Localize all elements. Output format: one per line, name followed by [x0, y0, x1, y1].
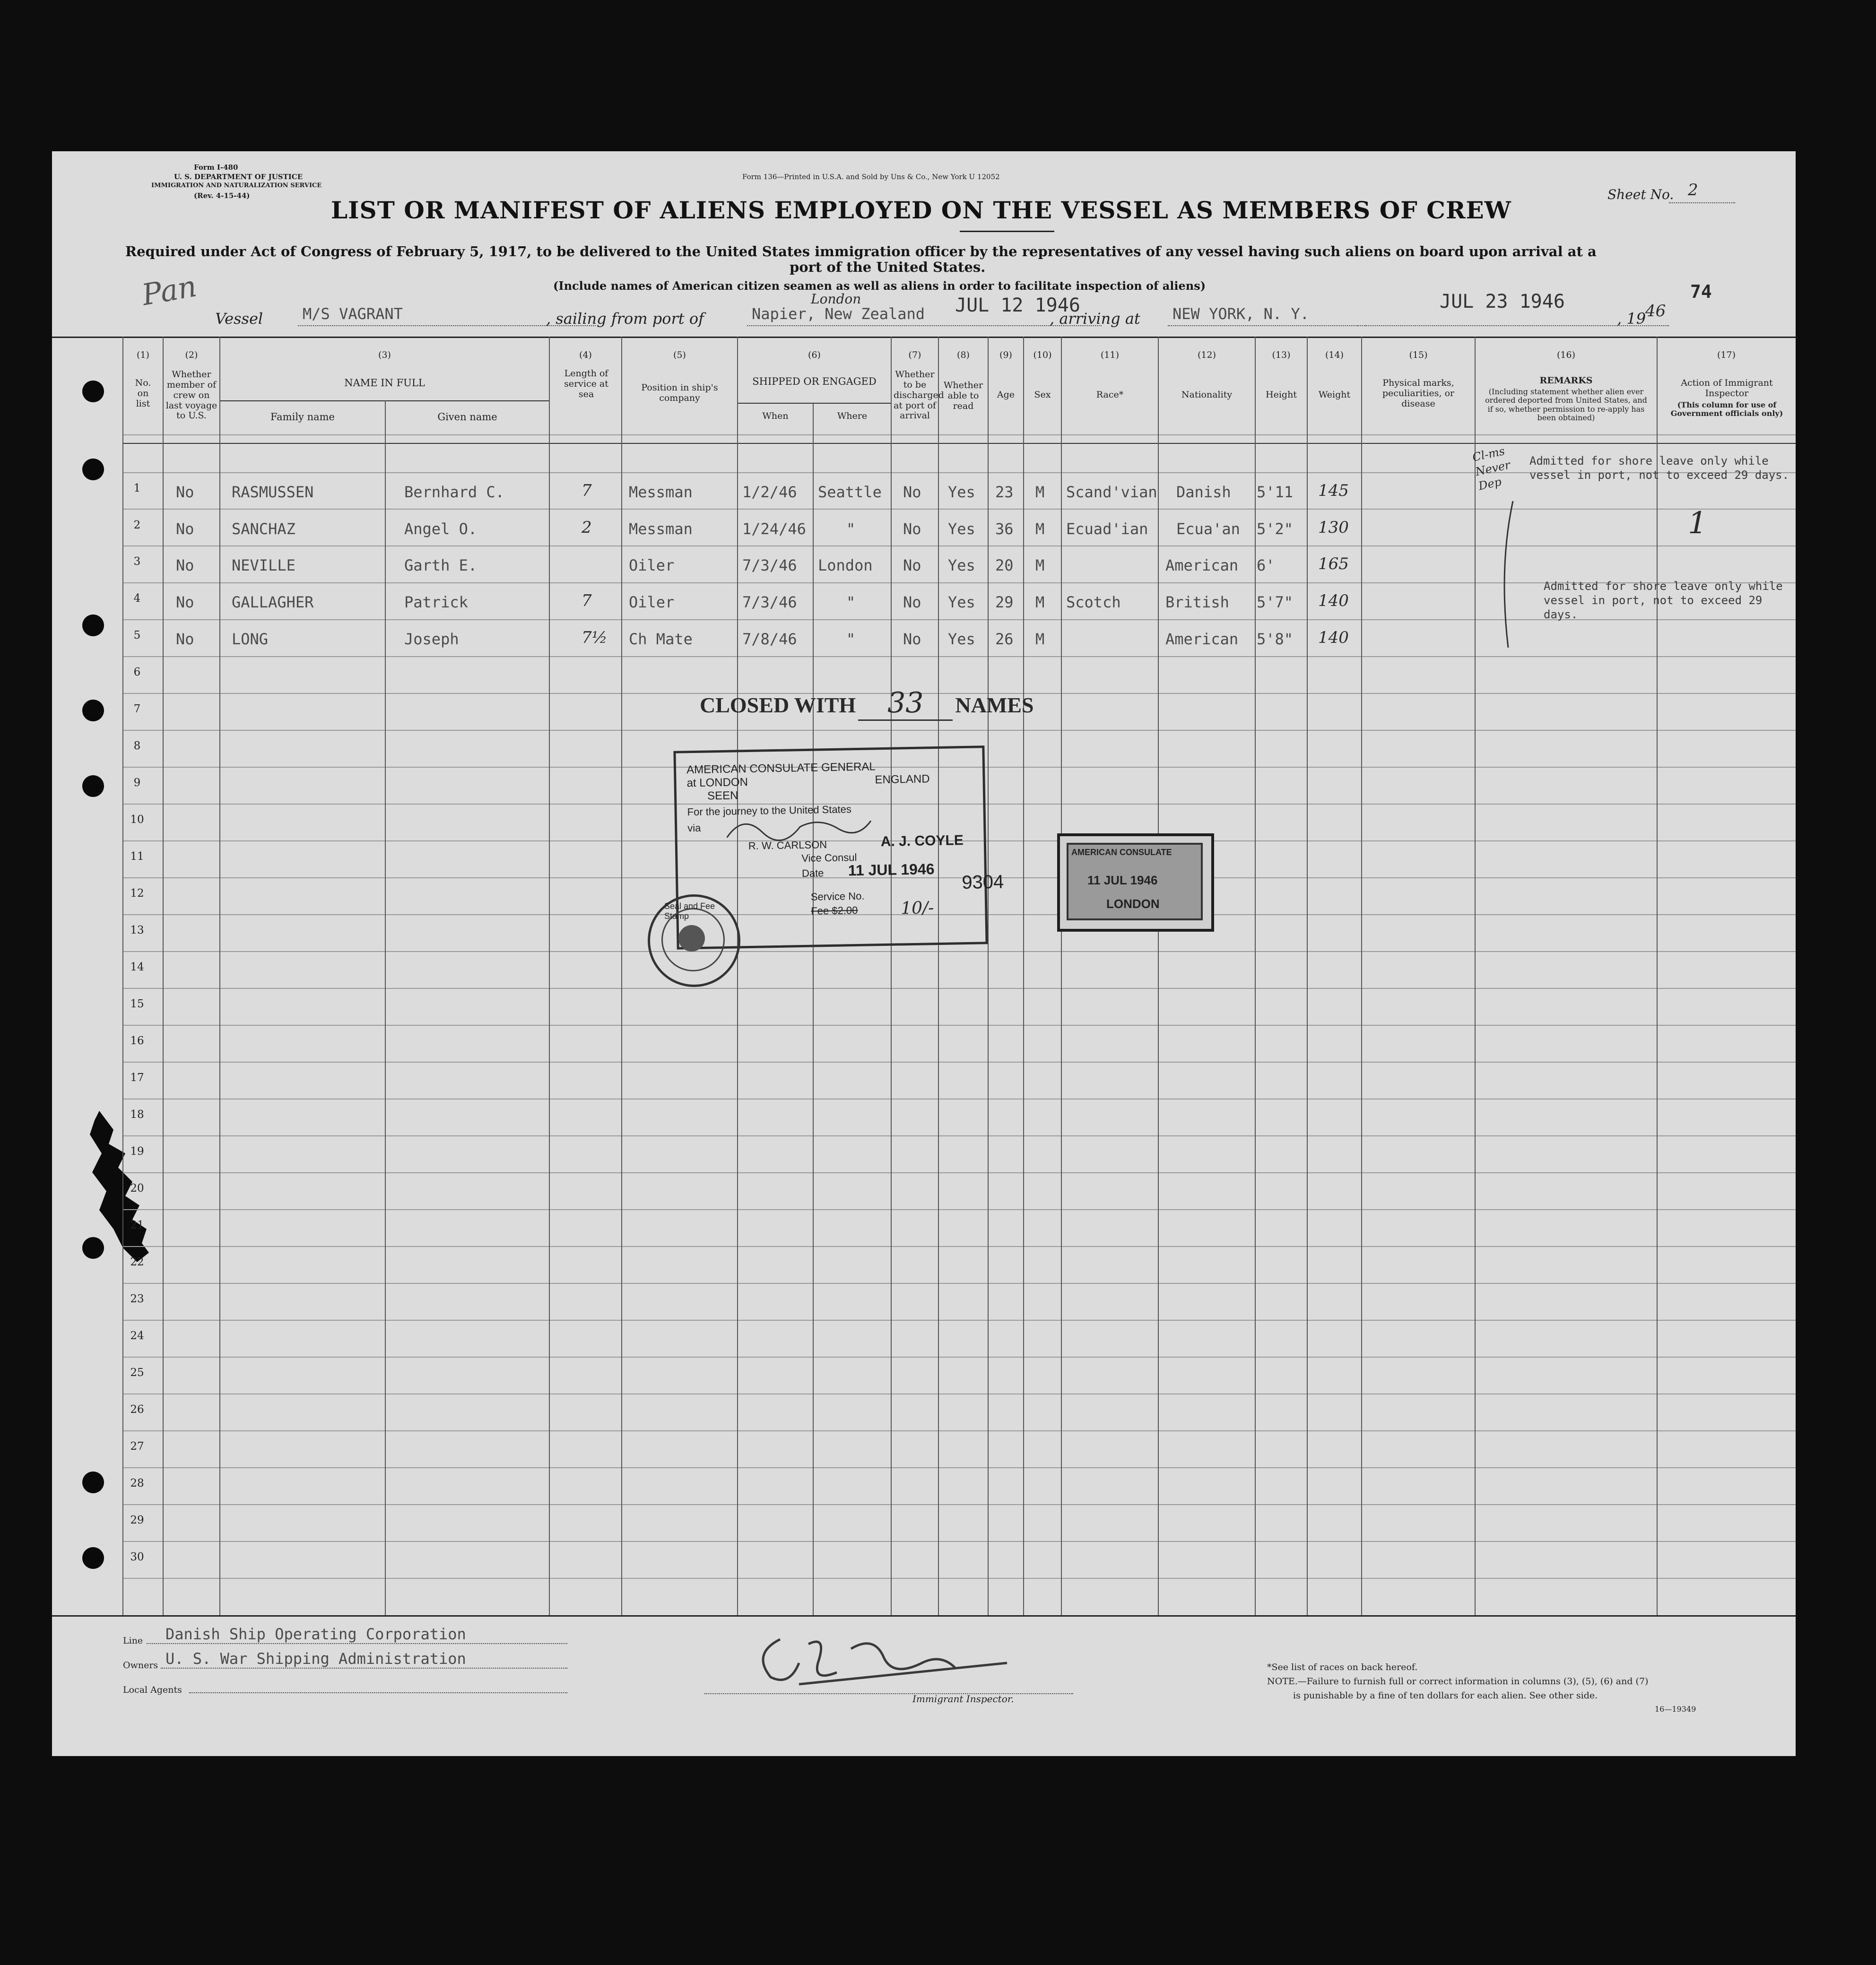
- inspector-label: Immigrant Inspector.: [912, 1693, 1014, 1705]
- nationality: Danish: [1176, 483, 1231, 501]
- line-underline: [147, 1643, 567, 1644]
- col-2-number: (2): [185, 350, 198, 360]
- age: 26: [995, 630, 1014, 648]
- col-4-header: Length of service at sea: [564, 368, 608, 399]
- row-number: 5: [133, 629, 141, 641]
- consular-seal: [648, 894, 740, 987]
- row-number: 14: [130, 961, 144, 973]
- position: Messman: [629, 483, 693, 501]
- crew-last-voyage: No: [176, 483, 194, 501]
- fee-stamp-inner: [1067, 843, 1203, 920]
- col-5-header: Position in ship's company: [641, 382, 718, 403]
- col-6-where-header: Where: [837, 411, 868, 421]
- departure-date-stamp: JUL 12 1946: [955, 294, 1080, 316]
- consulate-country: ENGLAND: [875, 772, 930, 787]
- col-17-detail: (This column for use of Government officials only): [1670, 400, 1783, 418]
- officer-name: R. W. CARLSON: [748, 839, 827, 852]
- row-number: 27: [130, 1440, 144, 1453]
- height: 5'11: [1257, 483, 1294, 501]
- row-number: 23: [130, 1293, 144, 1305]
- height: 6': [1257, 556, 1275, 574]
- subtitle-requirement: Required under Act of Congress of February 5, 1917, to be delivered to the United States immigration officer by the representatives of any vessel having such aliens on board upon arrival at a: [125, 243, 1597, 260]
- position: Oiler: [629, 593, 675, 611]
- able-to-read: Yes: [948, 630, 975, 648]
- fee-stamp-top: AMERICAN CONSULATE: [1071, 848, 1172, 857]
- row-number: 18: [130, 1108, 144, 1121]
- consulate-city: at LONDON: [686, 776, 748, 790]
- nationality: American: [1165, 630, 1239, 648]
- via-label: via: [687, 822, 701, 834]
- officer-title: Vice Consul: [801, 851, 857, 865]
- journey-text: For the journey to the United States: [687, 803, 852, 818]
- able-to-read: Yes: [948, 556, 975, 574]
- subtitle-include-note: (Include names of American citizen seamen as well as aliens in order to facilitate inspection of aliens): [553, 279, 1206, 293]
- sailing-port-handwritten: London: [811, 291, 861, 307]
- remark-shore-leave-1: Admitted for shore leave only while vessel in port, not to exceed 29 days.: [1529, 454, 1789, 482]
- margin-note: Pan: [139, 268, 200, 312]
- row-number: 24: [130, 1330, 144, 1342]
- arrival-date-stamp: JUL 23 1946: [1440, 291, 1565, 312]
- able-to-read: Yes: [948, 483, 975, 501]
- sailing-label: , sailing from port of: [546, 310, 704, 328]
- service-length: 7½: [582, 628, 608, 647]
- races-note: *See list of races on back hereof.: [1267, 1662, 1418, 1672]
- family-name: SANCHAZ: [232, 520, 295, 538]
- col-9-number: (9): [999, 350, 1012, 360]
- col-14-header: Weight: [1318, 390, 1351, 400]
- family-name: LONG: [232, 630, 269, 648]
- row-number: 11: [130, 850, 144, 863]
- row-number: 30: [130, 1551, 144, 1563]
- col-1-number: (1): [137, 350, 149, 360]
- race: Scotch: [1066, 593, 1121, 611]
- crew-last-voyage: No: [176, 520, 194, 538]
- inspector-underline: [704, 1693, 1073, 1694]
- given-name: Bernhard C.: [404, 483, 504, 501]
- service-name: IMMIGRATION AND NATURALIZATION SERVICE: [151, 182, 322, 189]
- family-name: RASMUSSEN: [232, 483, 314, 501]
- service-length: 7: [582, 481, 592, 500]
- row-number: 2: [133, 519, 141, 531]
- col-11-number: (11): [1100, 350, 1119, 360]
- col-13-header: Height: [1266, 390, 1297, 400]
- year-prefix: , 19: [1617, 310, 1646, 328]
- seal-fee-label: Seal and Fee Stamp: [664, 901, 715, 921]
- sheet-label: Sheet No.: [1607, 187, 1674, 202]
- closed-suffix: NAMES: [955, 693, 1034, 717]
- col-11-header: Race*: [1096, 390, 1124, 400]
- col-8-header: Whether able to read: [943, 380, 983, 411]
- row-number: 6: [133, 666, 141, 678]
- shipped-when: 7/3/46: [742, 593, 797, 611]
- shipped-where: ": [846, 520, 856, 538]
- family-name: GALLAGHER: [232, 593, 314, 611]
- col-7-number: (7): [908, 350, 921, 360]
- col-7-header: Whether to be discharged at port of arrival: [894, 369, 944, 421]
- shipped-where: ": [846, 593, 856, 611]
- position: Oiler: [629, 556, 675, 574]
- printer-note: Form 136—Printed in U.S.A. and Sold by Uns & Co., New York U 12052: [742, 173, 1000, 181]
- weight: 140: [1318, 591, 1349, 610]
- height: 5'2": [1257, 520, 1294, 538]
- family-name: NEVILLE: [232, 556, 295, 574]
- crew-last-voyage: No: [176, 630, 194, 648]
- crew-last-voyage: No: [176, 556, 194, 574]
- arriving-port: NEW YORK, N. Y.: [1172, 305, 1309, 323]
- col-3-given-header: Given name: [437, 411, 497, 423]
- col-14-number: (14): [1325, 350, 1344, 360]
- service-number: 9304: [961, 871, 1004, 893]
- service-number-label: Service No.: [810, 890, 865, 903]
- height: 5'8": [1257, 630, 1294, 648]
- closed-with-stamp: [700, 686, 1034, 721]
- seal-eagle-icon: [678, 925, 705, 952]
- row-number: 1: [133, 482, 141, 494]
- col-13-number: (13): [1272, 350, 1291, 360]
- sex: M: [1035, 630, 1045, 648]
- local-agents-label: Local Agents: [123, 1685, 182, 1695]
- crew-last-voyage: No: [176, 593, 194, 611]
- consulate-name: AMERICAN CONSULATE GENERAL: [686, 760, 876, 777]
- row-number: 4: [133, 592, 141, 605]
- seen-label: SEEN: [707, 789, 738, 803]
- row-number: 17: [130, 1072, 144, 1084]
- row-number: 8: [133, 740, 141, 752]
- discharge: No: [903, 483, 921, 501]
- row-number: 21: [130, 1219, 144, 1231]
- able-to-read: Yes: [948, 520, 975, 538]
- row-number: 10: [130, 814, 144, 826]
- form-code: 16—19349: [1655, 1705, 1696, 1714]
- remarks-bracket-line: [1494, 501, 1522, 652]
- vessel-name: M/S VAGRANT: [303, 305, 403, 323]
- col-6-header: SHIPPED OR ENGAGED: [752, 376, 877, 387]
- age: 23: [995, 483, 1014, 501]
- col-17-number: (17): [1717, 350, 1736, 360]
- shipped-when: 1/24/46: [742, 520, 806, 538]
- col-10-header: Sex: [1034, 390, 1051, 400]
- col-9-header: Age: [997, 390, 1015, 400]
- sex: M: [1035, 556, 1045, 574]
- discharge: No: [903, 520, 921, 538]
- given-name: Patrick: [404, 593, 468, 611]
- sex: M: [1035, 593, 1045, 611]
- row-number: 20: [130, 1182, 144, 1195]
- owners-label: Owners: [123, 1660, 158, 1671]
- fee-stamp-date: 11 JUL 1946: [1087, 873, 1158, 887]
- inspector-action-mark: 1: [1688, 506, 1707, 541]
- shipped-where: ": [846, 630, 856, 648]
- race: Scand'vian: [1066, 483, 1157, 501]
- year-suffix: 46: [1645, 302, 1666, 320]
- col-4-number: (4): [579, 350, 592, 360]
- weight: 145: [1318, 481, 1349, 500]
- position: Messman: [629, 520, 693, 538]
- col-16-header: REMARKS: [1539, 375, 1593, 386]
- col-10-number: (10): [1033, 350, 1052, 360]
- department-name: U. S. DEPARTMENT OF JUSTICE: [174, 173, 303, 181]
- form-number: Form I-480: [194, 163, 238, 172]
- row-number: 28: [130, 1477, 144, 1489]
- row-number: 15: [130, 998, 144, 1010]
- date-label: Date: [801, 867, 824, 880]
- position: Ch Mate: [629, 630, 693, 648]
- weight: 130: [1318, 518, 1349, 537]
- sex: M: [1035, 520, 1045, 538]
- weight: 165: [1318, 554, 1349, 573]
- consul-signature: [724, 806, 876, 847]
- col-1-header: No. on list: [135, 378, 151, 409]
- owners-value: U. S. War Shipping Administration: [165, 1650, 466, 1668]
- col-12-header: Nationality: [1181, 390, 1233, 400]
- col-6-when-header: When: [762, 411, 789, 421]
- col-17-header: Action of Immigrant Inspector: [1681, 378, 1773, 398]
- fee-label: Fee $2.00: [811, 904, 858, 917]
- row-number: 3: [133, 555, 141, 568]
- form-revision: (Rev. 4-15-44): [194, 191, 250, 200]
- shipped-when: 7/3/46: [742, 556, 797, 574]
- nationality: British: [1165, 593, 1229, 611]
- row-number: 29: [130, 1514, 144, 1526]
- inspector-signature: [742, 1625, 1026, 1691]
- nationality: American: [1165, 556, 1239, 574]
- discharge: No: [903, 630, 921, 648]
- row-number: 7: [133, 703, 141, 715]
- sex: M: [1035, 483, 1045, 501]
- discharge: No: [903, 593, 921, 611]
- col-3-number: (3): [378, 350, 391, 360]
- officer-name-2: A. J. COYLE: [880, 832, 964, 850]
- col-6-number: (6): [808, 350, 821, 360]
- col-3-family-header: Family name: [270, 411, 335, 423]
- line-value: Danish Ship Operating Corporation: [165, 1625, 466, 1643]
- owners-underline: [161, 1668, 567, 1669]
- closed-count: 33: [858, 686, 953, 721]
- local-agents-underline: [189, 1692, 567, 1693]
- vessel-label: Vessel: [215, 310, 263, 328]
- consulate-date: 11 JUL 1946: [848, 860, 935, 879]
- service-length: 7: [582, 591, 592, 610]
- age: 20: [995, 556, 1014, 574]
- manifest-sheet: [52, 151, 1796, 1756]
- line-label: Line: [123, 1636, 143, 1646]
- row-number: 9: [133, 777, 141, 789]
- subtitle-port: port of the United States.: [790, 259, 986, 275]
- col-15-number: (15): [1409, 350, 1428, 360]
- row-number: 19: [130, 1145, 144, 1158]
- race: Ecuad'ian: [1066, 520, 1148, 538]
- shipped-when: 1/2/46: [742, 483, 797, 501]
- arriving-label: , arriving at: [1050, 310, 1140, 328]
- col-16-detail: (Including statement whether alien ever ordered deported from United States, and if so, whether permission to re-apply has been obtained): [1485, 387, 1647, 423]
- row-number: 13: [130, 924, 144, 936]
- penalty-note-2: is punishable by a fine of ten dollars for each alien. See other side.: [1293, 1690, 1598, 1701]
- height: 5'7": [1257, 593, 1294, 611]
- given-name: Joseph: [404, 630, 459, 648]
- col-12-number: (12): [1197, 350, 1216, 360]
- age: 36: [995, 520, 1014, 538]
- penalty-note-1: NOTE.—Failure to furnish full or correct information in columns (3), (5), (6) and (7): [1267, 1676, 1649, 1687]
- row-number: 16: [130, 1035, 144, 1047]
- remark-shore-leave-2: Admitted for shore leave only while vessel in port, not to exceed 29 days.: [1544, 580, 1783, 621]
- sheet-number: 2: [1688, 181, 1698, 199]
- row-number: 26: [130, 1403, 144, 1416]
- row-number: 22: [130, 1256, 144, 1268]
- remarks-handwritten-note: Cl-ms Never Dep: [1471, 444, 1511, 493]
- col-15-header: Physical marks, peculiarities, or disease: [1382, 378, 1455, 409]
- able-to-read: Yes: [948, 593, 975, 611]
- given-name: Garth E.: [404, 556, 478, 574]
- sailing-port: Napier, New Zealand: [752, 305, 925, 323]
- fee-stamp: [1057, 833, 1214, 932]
- shipped-where: Seattle: [818, 483, 882, 501]
- service-length: 2: [582, 518, 592, 537]
- row-number: 25: [130, 1367, 144, 1379]
- fee-amount: 10/-: [900, 898, 934, 918]
- col-2-header: Whether member of crew on last voyage to U.S.: [165, 369, 217, 421]
- manifest-title: LIST OR MANIFEST OF ALIENS EMPLOYED ON THE VESSEL AS MEMBERS OF CREW: [331, 196, 1511, 224]
- col-8-number: (8): [957, 350, 970, 360]
- page-reference: 74: [1690, 281, 1712, 302]
- nationality: Ecua'an: [1176, 520, 1240, 538]
- weight: 140: [1318, 628, 1349, 647]
- discharge: No: [903, 556, 921, 574]
- shipped-when: 7/8/46: [742, 630, 797, 648]
- fee-stamp-city: LONDON: [1106, 897, 1160, 911]
- closed-prefix: CLOSED WITH: [700, 693, 856, 717]
- col-16-number: (16): [1556, 350, 1575, 360]
- col-5-number: (5): [673, 350, 686, 360]
- col-3-header: NAME IN FULL: [344, 377, 425, 389]
- age: 29: [995, 593, 1014, 611]
- row-number: 12: [130, 887, 144, 900]
- shipped-where: London: [818, 556, 873, 574]
- given-name: Angel O.: [404, 520, 478, 538]
